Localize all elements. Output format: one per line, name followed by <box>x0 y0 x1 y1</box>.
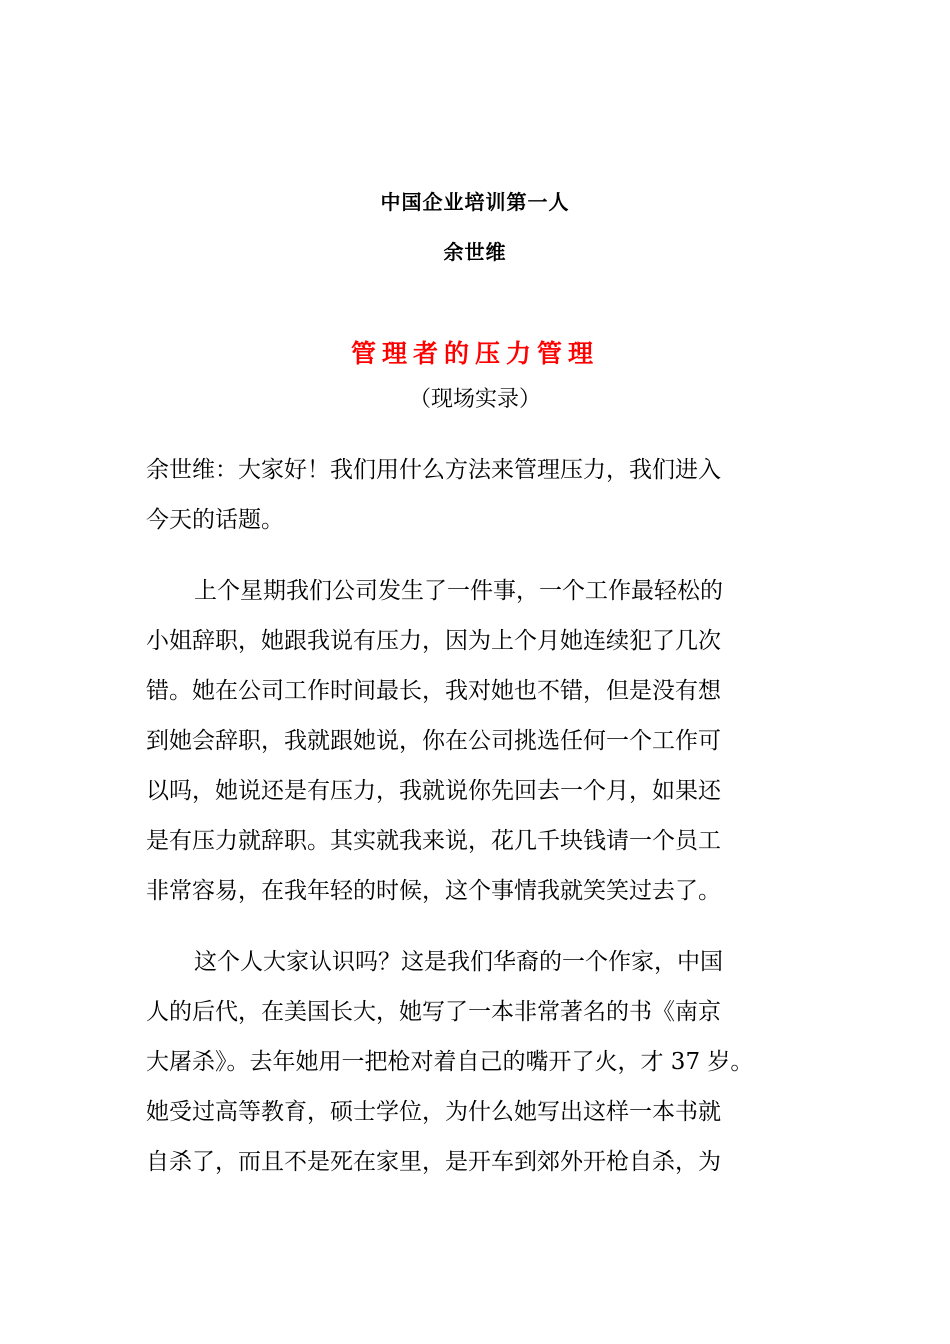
body-line: 上个星期我们公司发生了一件事，一个工作最轻松的 <box>194 578 723 604</box>
body-line: 非常容易，在我年轻的时候，这个事情我就笑笑过去了。 <box>146 878 721 904</box>
body-line: 人的后代，在美国长大，她写了一本非常著名的书《南京 <box>146 999 721 1025</box>
body-line: 大屠杀》。去年她用一把枪对着自己的嘴开了火，才 37 岁。 <box>146 1049 754 1075</box>
body-line: 小姐辞职，她跟我说有压力，因为上个月她连续犯了几次 <box>146 628 721 654</box>
body-line: 她受过高等教育，硕士学位，为什么她写出这样一本书就 <box>146 1099 721 1125</box>
body-line: 今天的话题。 <box>146 507 284 533</box>
organization-heading: 中国企业培训第一人 <box>380 190 570 214</box>
document-subtitle: （现场实录） <box>408 387 541 412</box>
document-title: 管理者的压力管理 <box>350 339 599 368</box>
body-line: 是有压力就辞职。其实就我来说，花几千块钱请一个员工 <box>146 828 721 854</box>
body-line: 这个人大家认识吗？这是我们华裔的一个作家，中国 <box>194 949 723 975</box>
body-line: 错。她在公司工作时间最长，我对她也不错，但是没有想 <box>146 678 721 704</box>
body-line: 到她会辞职，我就跟她说，你在公司挑选任何一个工作可 <box>146 728 721 754</box>
body-line: 自杀了，而且不是死在家里，是开车到郊外开枪自杀，为 <box>146 1149 721 1175</box>
author-heading: 余世维 <box>443 240 507 264</box>
body-line: 余世维：大家好！我们用什么方法来管理压力，我们进入 <box>146 457 721 483</box>
body-line: 以吗，她说还是有压力，我就说你先回去一个月，如果还 <box>146 778 721 804</box>
